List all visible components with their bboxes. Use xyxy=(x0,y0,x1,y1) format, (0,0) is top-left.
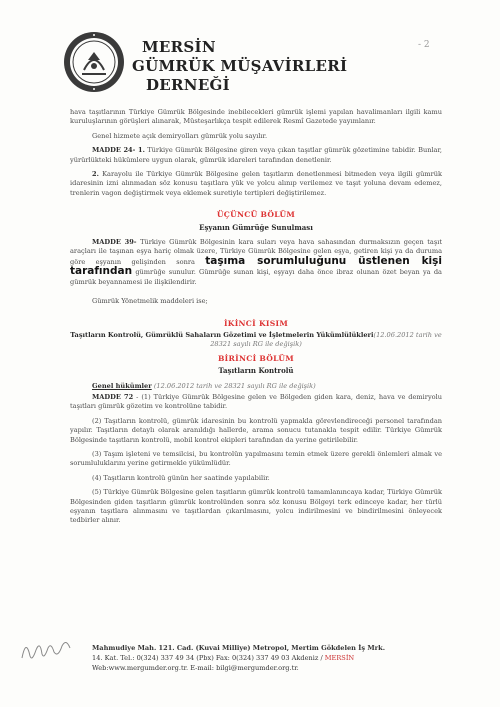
regulation-intro: Gümrük Yönetmelik maddeleri ise; xyxy=(92,297,208,306)
association-seal-logo xyxy=(62,30,126,94)
section-3-title: ÜÇÜNCÜ BÖLÜM xyxy=(216,210,296,220)
madde-72-paragraph xyxy=(70,393,442,412)
footer-web-email: Web:www.mergumder.org.tr. E-mail: bilgi@mergumder.org.tr. xyxy=(92,664,299,672)
madde-39-emphasis: taşıma sorumluluğunu üstlenen kişi tarafından xyxy=(70,254,443,278)
madde-39-text-a: Türkiye Gümrük Bölgesinin kara suları veya hava sahasından durmaksızın geçen taşıt araçları ile taşınan eşya hariç olmak üzere, Türkiye Gümrük Bölgesine gelen eşya, getiren kişi ya da duruma göre eşyanın gelişinden sonra xyxy=(70,238,442,266)
part-2-section-subtitle: Taşıtların Kontrolü xyxy=(218,366,294,376)
madde-39-text-b: gümrüğe sunulur. Gümrüğe sunan kişi, eşyayı daha önce ibraz olunan özet beyan ya da gümrük beyannamesi ile ilişkilendirir. xyxy=(70,268,442,286)
part-2-subtitle-note: (12.06.2012 tarih ve 28321 sayılı RG ile değişik) xyxy=(210,330,442,349)
org-name-line-3: DERNEĞİ xyxy=(146,76,230,94)
handwritten-signature xyxy=(18,628,78,668)
intro-text-1: hava taşıtlarının Türkiye Gümrük Bölgesinde inebilecekleri gümrük işlemi yapılan havalimanları ilgili kamu kuruluşlarının görüşleri alınarak, Müsteşarlıkça tespit edilerek Resmî Gazetede yayımlanır. xyxy=(70,108,442,126)
org-name-line-2: GÜMRÜK MÜŞAVİRLERİ xyxy=(132,57,348,75)
madde-72-text: - (1) Türkiye Gümrük Bölgesine gelen ve Bölgeden giden kara, deniz, hava ve demiryolu taşıtları gümrük gözetim ve kontrolüne tabidir. xyxy=(70,392,442,411)
section-3-subtitle: Eşyanın Gümrüğe Sunulması xyxy=(199,222,313,232)
madde-24-paragraph xyxy=(70,146,442,165)
madde-24-2-paragraph xyxy=(70,170,442,198)
part-2-section-title: BİRİNCİ BÖLÜM xyxy=(217,353,295,363)
footer-phone-fax: 14. Kat. Tel.: 0(324) 337 49 34 (Pbx) Fax: 0(324) 337 49 03 Akdeniz / xyxy=(92,654,325,662)
madde-72-label: MADDE 72 xyxy=(92,392,134,401)
madde-24-text: Türkiye Gümrük Bölgesine giren veya çıkan taşıtlar gümrük gözetimine tabidir. Bunlar, yürürlükteki hükümlere uygun olarak, gümrük idareleri tarafından denetlenir. xyxy=(70,146,443,164)
document-footer xyxy=(92,643,452,673)
madde-72-paragraph-3: (3) Taşım işleteni ve temsilcisi, bu kontrolün yapılmasını temin etmek üzere gerekli önlemleri almak ve sorumluluklarını yerine getirmekle yükümlüdür. xyxy=(70,449,442,468)
page-number: - 2 xyxy=(418,40,430,50)
madde-24-2-text: Karayolu ile Türkiye Gümrük Bölgesine gelen taşıtların denetlenmesi bitmeden veya ilgili gümrük idaresinin izni alınmadan söz konusu taşıtlara yük ve yolcu alınıp verilemez ve taşıt yoluna devam edemez, trenlerin vagon değiştirmek veya eklemek suretiyle tertipleri değiştirilemez. xyxy=(70,170,442,197)
document-body xyxy=(70,108,442,531)
madde-24-label: MADDE 24- 1. xyxy=(92,146,145,155)
footer-city: MERSİN xyxy=(324,654,355,662)
intro-paragraph-1 xyxy=(70,108,442,127)
footer-address: Mahmudiye Mah. 121. Cad. (Kuvai Milliye) Metropol, Mertim Gökdelen İş Mrk. xyxy=(92,644,385,652)
intro-paragraph-2: Genel hizmete açık demiryolları gümrük yolu sayılır. xyxy=(92,131,268,140)
part-2-subtitle-bold: Taşıtların Kontrolü, Gümrüklü Sahaların Gözetimi ve İşletmelerin Yükümlülükleri xyxy=(70,330,374,339)
general-provisions-heading xyxy=(70,382,442,391)
footer-contact xyxy=(92,653,452,663)
part-2-subtitle xyxy=(70,331,442,350)
general-provisions-label: Genel hükümler xyxy=(92,381,152,390)
organization-name xyxy=(132,38,347,95)
madde-39-label: MADDE 39- xyxy=(92,238,137,247)
madde-24-2-label: 2. xyxy=(92,170,99,179)
madde-72-paragraph-4: (4) Taşıtların kontrolü günün her saatinde yapılabilir. xyxy=(92,473,270,482)
madde-72-paragraph-5: (5) Türkiye Gümrük Bölgesine gelen taşıtların gümrük kontrolü tamamlanıncaya kadar, Türkiye Gümrük Bölgesinden giden taşıtların gümrük kontrolünden sonra söz konusu Bölgeyi terk edinceye kadar, her türlü eşyanın taşıtlara alınmasını ve taşıtlardan çıkarılmasını, yolcu indirilmesini ve bindirilmesini önleyecek tedbirler alınır. xyxy=(70,488,442,525)
general-provisions-note: (12.06.2012 tarih ve 28321 sayılı RG ile değişik) xyxy=(151,381,316,390)
madde-39-paragraph xyxy=(70,238,442,287)
part-2-title: İKİNCİ KISIM xyxy=(223,318,289,328)
madde-72-paragraph-2: (2) Taşıtların kontrolü, gümrük idaresinin bu kontrolü yapmakla görevlendireceği personel tarafından yapılır. Taşıtların detaylı olarak aranıldığı hallerde, arama sonucu tutanakla tespit edilir. Türkiye Gümrük Bölgesinde taşıtların kontrolü, mobil kontrol ekipleri tarafından da yerine getirilebilir. xyxy=(70,416,442,444)
org-name-line-1: MERSİN xyxy=(142,38,216,56)
